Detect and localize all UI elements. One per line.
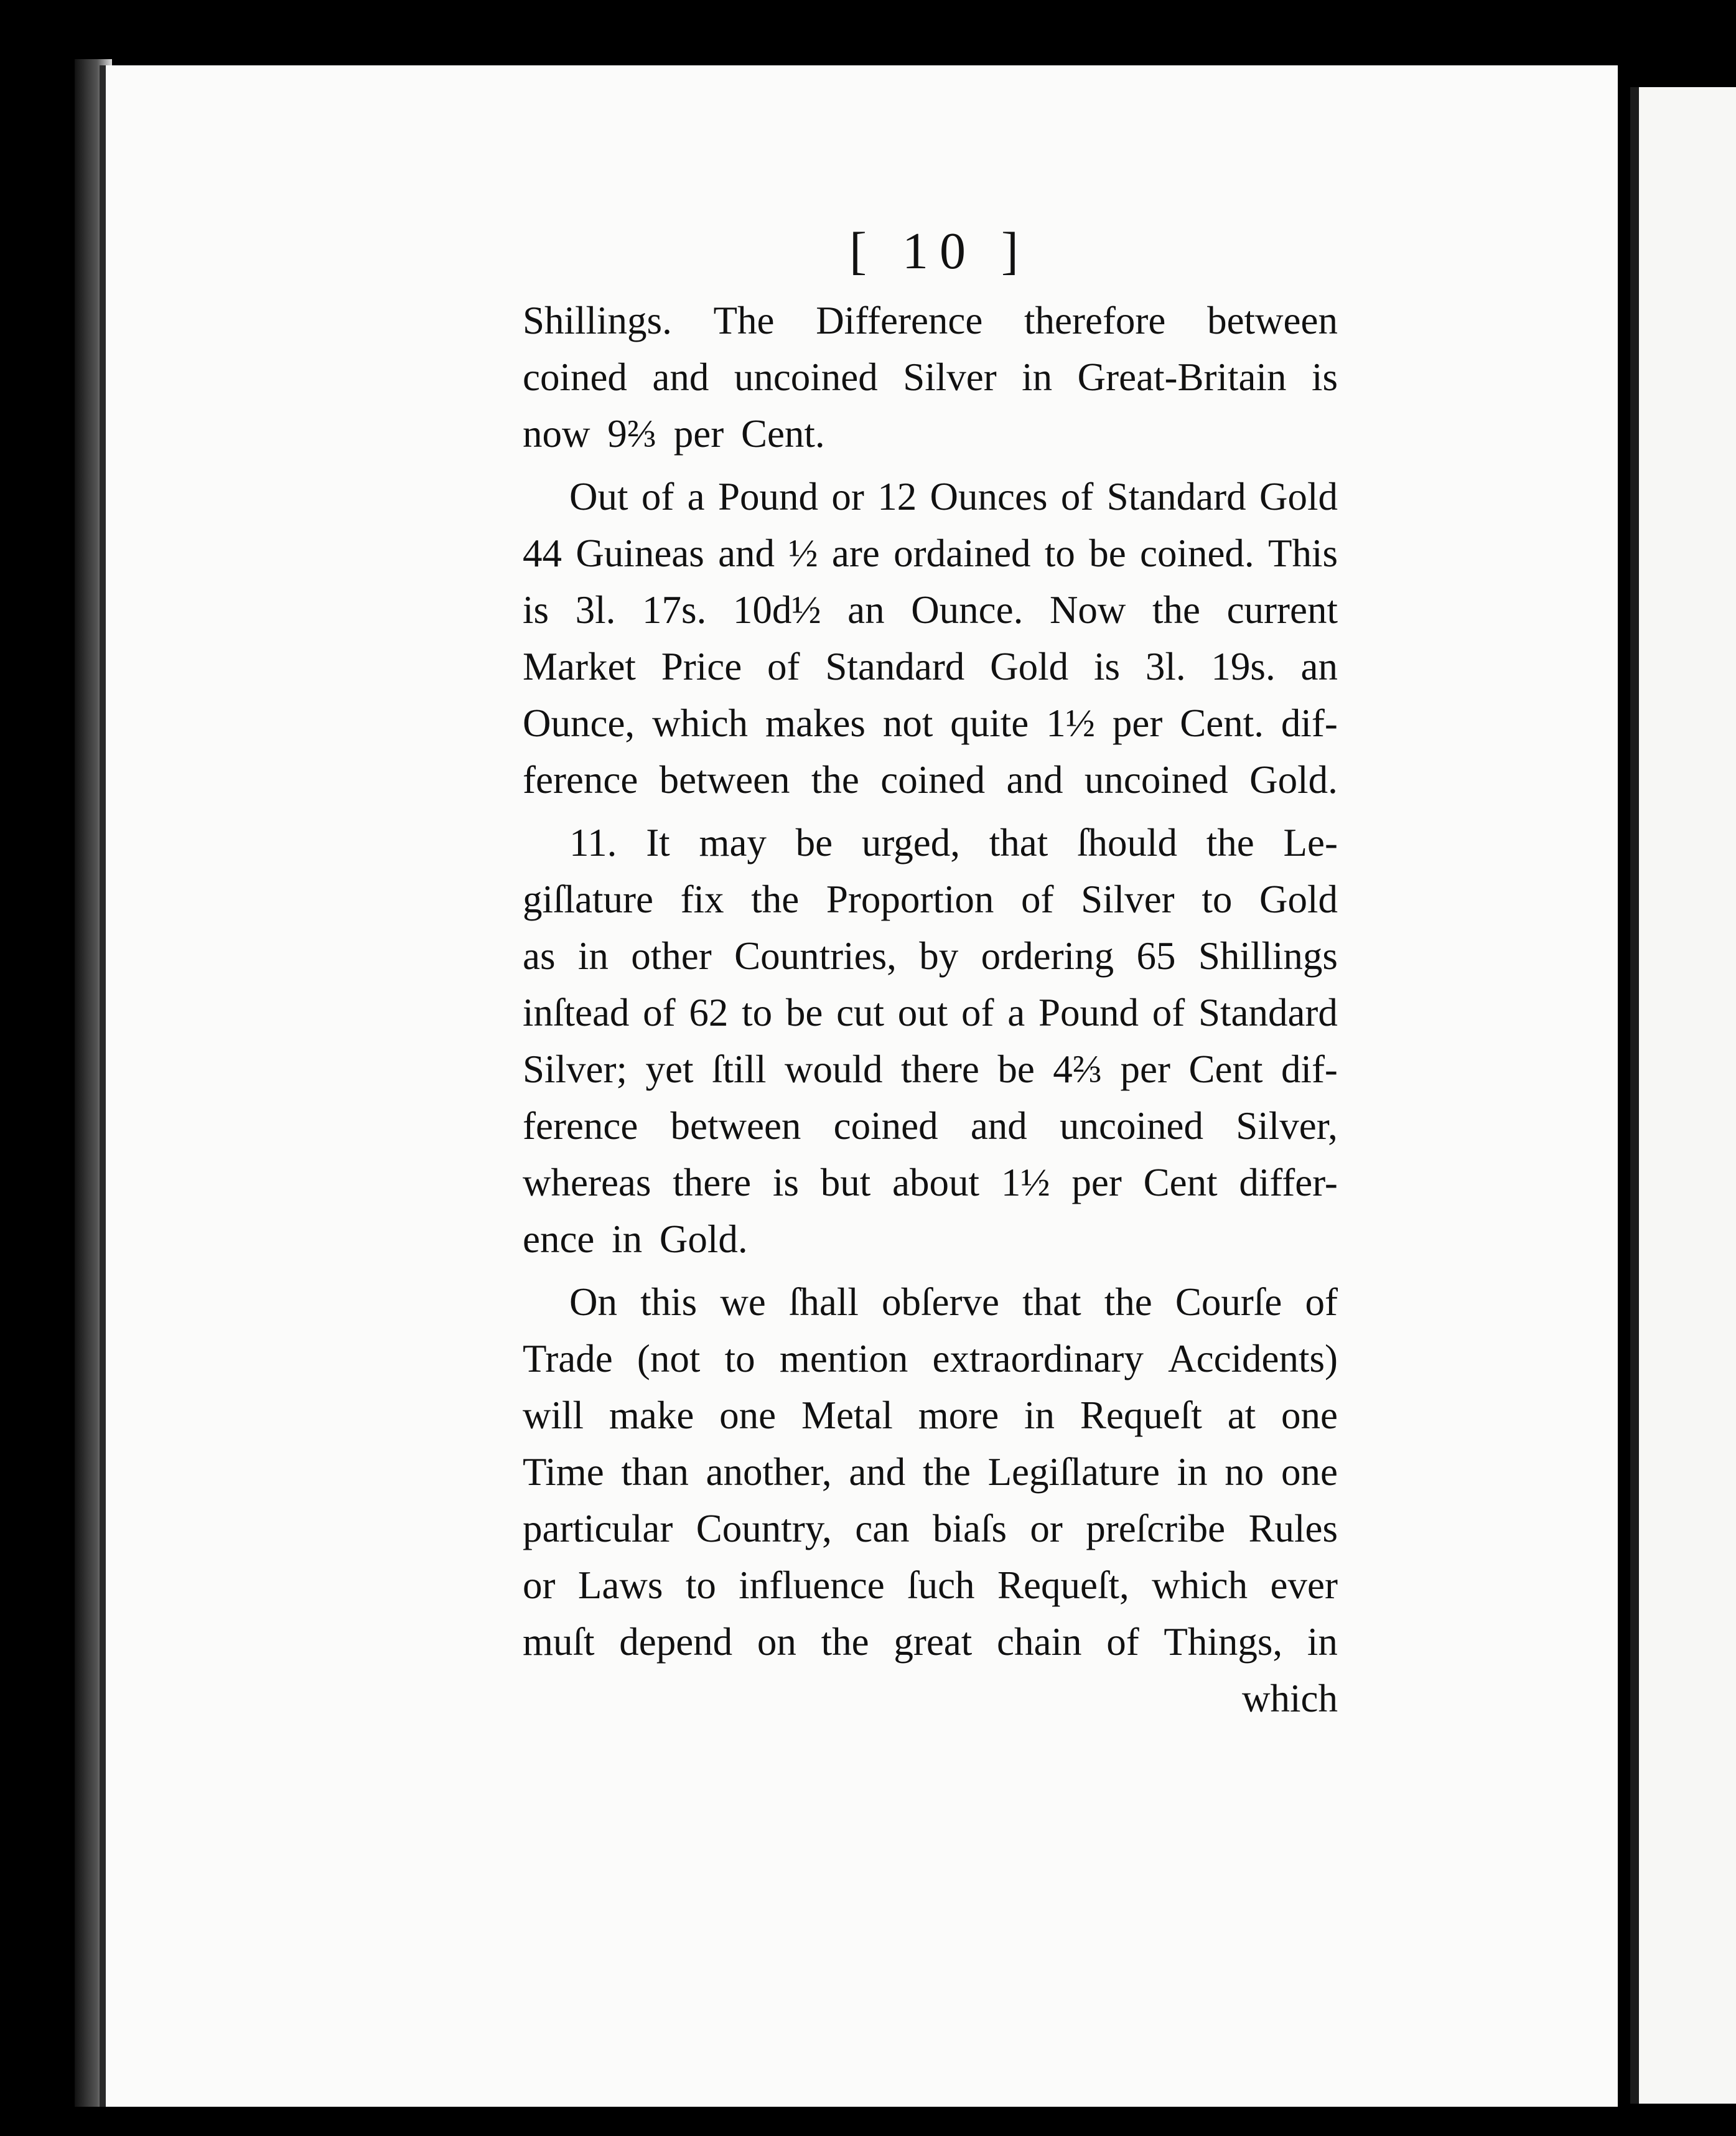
text-line: Time than another, and the Legiſlature in no one <box>523 1450 1338 1494</box>
text-line: On this we ſhall obſerve that the Courſe of <box>569 1280 1338 1324</box>
text-line: or Laws to influence ſuch Requeſt, which ever <box>523 1563 1338 1607</box>
text-line: Market Price of Standard Gold is 3l. 19s. an <box>523 645 1338 688</box>
text-line: ence in Gold. <box>523 1217 748 1261</box>
text-line: inſtead of 62 to be cut out of a Pound of Standard <box>523 991 1338 1034</box>
text-line: muſt depend on the great chain of Things, in <box>523 1620 1338 1664</box>
text-line: ference between coined and uncoined Silver, <box>523 1104 1338 1148</box>
text-line: 44 Guineas and ½ are ordained to be coined. This <box>523 532 1338 575</box>
text-line: now 9⅔ per Cent. <box>523 412 825 456</box>
text-line: as in other Countries, by ordering 65 Shillings <box>523 934 1338 978</box>
text-line: coined and uncoined Silver in Great-Britain is <box>523 355 1338 399</box>
text-line: giſlature fix the Proportion of Silver to Gold <box>523 878 1338 921</box>
page-text <box>523 293 1338 1727</box>
text-line: particular Country, can biaſs or preſcribe Rules <box>523 1507 1338 1550</box>
text-line: ference between the coined and uncoined Gold. <box>523 758 1338 802</box>
text-line: is 3l. 17s. 10d½ an Ounce. Now the current <box>523 588 1338 632</box>
page-number: [ 10 ] <box>849 222 1030 280</box>
text-line: 11. It may be urged, that ſhould the Le- <box>569 821 1338 864</box>
next-page-edge <box>1630 87 1736 2104</box>
text-line: Out of a Pound or 12 Ounces of Standard Gold <box>569 475 1338 518</box>
text-line: Trade (not to mention extraordinary Accidents) <box>523 1337 1338 1380</box>
text-line: Ounce, which makes not quite 1½ per Cent. dif- <box>523 701 1338 745</box>
text-line: Shillings. The Difference therefore between <box>523 299 1338 342</box>
text-line: Silver; yet ſtill would there be 4⅔ per Cent dif- <box>523 1047 1338 1091</box>
catchword: which <box>1242 1677 1338 1720</box>
text-line: whereas there is but about 1½ per Cent differ- <box>523 1161 1338 1204</box>
text-line: will make one Metal more in Requeſt at one <box>523 1394 1338 1437</box>
